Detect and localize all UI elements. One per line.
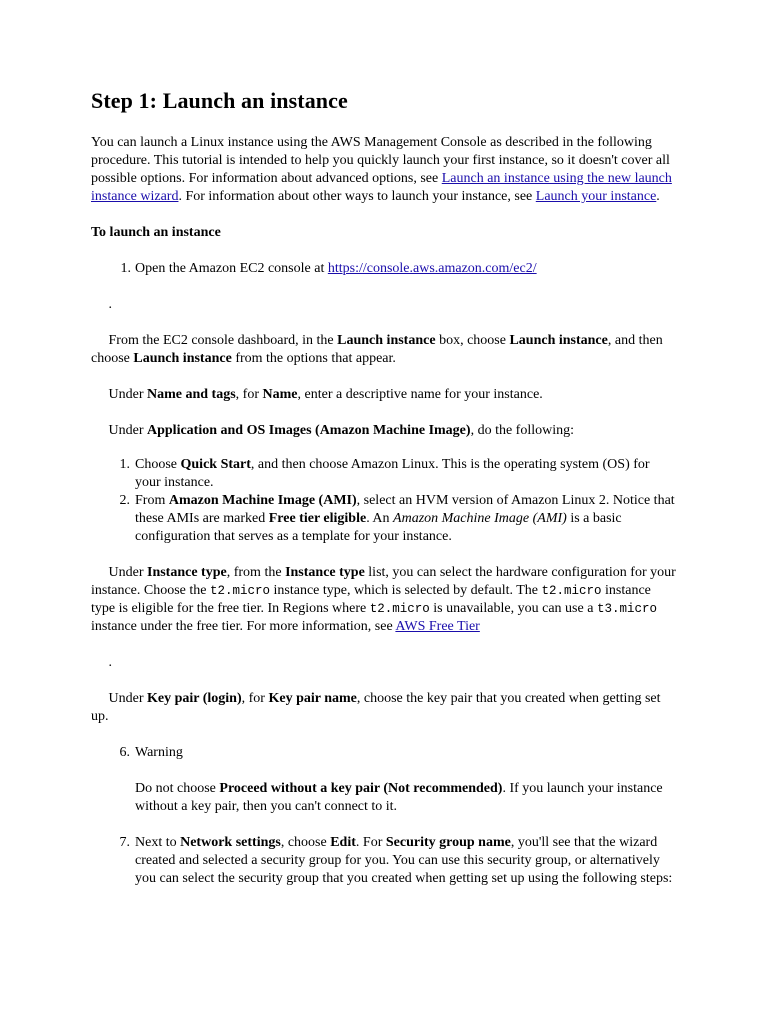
bold-text: Proceed without a key pair (Not recommended) — [219, 781, 503, 796]
bold-text: Free tier eligible — [268, 511, 367, 526]
list-number: 6. — [119, 745, 130, 760]
text: Under — [108, 423, 147, 438]
dot-text: . — [108, 297, 112, 312]
list-item-text — [135, 492, 678, 546]
text: , and then choose Amazon Linux. This is the operating system (OS) for your instance. — [135, 457, 650, 490]
text: Choose — [135, 457, 181, 472]
text: , enter a descriptive name for your instance. — [297, 387, 543, 402]
intro-paragraph — [91, 134, 678, 206]
page-title: Step 1: Launch an instance — [91, 88, 348, 113]
list-item — [91, 492, 678, 546]
procedure-heading — [91, 224, 678, 242]
bold-text: Launch instance — [337, 333, 436, 348]
text: is a basic configuration that serves as a template for your instance. — [135, 511, 622, 544]
text: Next to — [135, 835, 181, 850]
aws-free-tier-link[interactable]: AWS Free Tier — [395, 619, 480, 634]
italic-text: Amazon Machine Image (AMI) — [393, 511, 567, 526]
text: box, choose — [435, 333, 510, 348]
text: is unavailable, you can use a — [429, 601, 597, 616]
text: from the options that appear. — [231, 351, 396, 366]
text: , for — [235, 387, 263, 402]
text: . An — [366, 511, 394, 526]
dot-text: . — [108, 655, 112, 670]
name-tags-paragraph — [91, 386, 678, 404]
step-7 — [91, 834, 678, 888]
key-pair-paragraph — [91, 690, 678, 726]
bold-text: Network settings — [180, 835, 281, 850]
text: list, you can select the hardware configuration for your instance. Choose the — [91, 565, 676, 598]
step-1-text — [135, 260, 537, 278]
launch-wizard-link[interactable]: Launch an instance using the new launch instance wizard — [91, 171, 672, 204]
text: From the EC2 console dashboard, in the — [108, 333, 338, 348]
bold-text: Application and OS Images (Amazon Machine Image) — [147, 423, 471, 438]
bold-text: Quick Start — [180, 457, 251, 472]
bullet-paragraph — [91, 296, 678, 314]
step-6 — [91, 744, 678, 816]
code-text: t2.micro — [209, 584, 270, 598]
bold-text: Launch instance — [133, 351, 232, 366]
text: instance under the free tier. For more information, see — [91, 619, 396, 634]
text: From — [135, 493, 169, 508]
step-6-header — [91, 744, 678, 762]
text: , you'll see that the wizard created and selected a security group for you. You can use this security group, or alternatively you can select the security group that you created when getting set up using the following steps: — [135, 835, 673, 886]
ami-list — [91, 456, 678, 546]
text: , select an HVM version of Amazon Linux 2. Notice that these AMIs are marked — [135, 493, 675, 526]
bold-text: Instance type — [147, 565, 227, 580]
text: , and then choose — [91, 333, 663, 366]
bullet-paragraph — [91, 654, 678, 672]
text: , choose — [280, 835, 331, 850]
code-text: t3.micro — [596, 602, 657, 616]
list-number: 7. — [119, 835, 130, 850]
text: Do not choose — [135, 781, 220, 796]
text: , from the — [226, 565, 286, 580]
procedure-heading-text: To launch an instance — [91, 225, 221, 240]
text: . If you launch your instance without a key pair, then you can't connect to it. — [135, 781, 663, 814]
list-item — [91, 456, 678, 492]
step-1 — [91, 260, 678, 278]
bold-text: Amazon Machine Image (AMI) — [168, 493, 357, 508]
text: . For — [355, 835, 386, 850]
bold-text: Name and tags — [147, 387, 236, 402]
code-text: t2.micro — [369, 602, 430, 616]
step-text: Open the Amazon EC2 console at — [135, 261, 328, 276]
warning-label: Warning — [135, 745, 183, 760]
bold-text: Launch instance — [509, 333, 608, 348]
intro-text: You can launch a Linux instance using the AWS Management Console as described in the following procedure. This tutorial is intended to help you quickly launch your first instance, so it doesn't cover all possible options. For information about advanced options, see — [91, 135, 670, 186]
intro-text: . For information about other ways to launch your instance, see — [178, 189, 536, 204]
warning-text — [91, 780, 680, 816]
text: , choose the key pair that you created when getting set up. — [91, 691, 661, 724]
ami-paragraph — [91, 422, 678, 440]
bold-text: Key pair (login) — [147, 691, 242, 706]
text: Under — [108, 565, 147, 580]
bold-text: Instance type — [285, 565, 365, 580]
text: , do the following: — [470, 423, 574, 438]
step-7-text — [135, 834, 678, 888]
text: instance type is eligible for the free tier. In Regions where — [91, 583, 651, 616]
bold-text: Edit — [330, 835, 356, 850]
instance-type-paragraph — [91, 564, 678, 636]
text: instance type, which is selected by default. The — [270, 583, 542, 598]
text: Under — [108, 387, 147, 402]
text: Under — [108, 691, 147, 706]
text: , for — [241, 691, 269, 706]
list-item-text — [135, 456, 678, 492]
list-number: 1. — [119, 457, 130, 472]
bold-text: Security group name — [385, 835, 511, 850]
bold-text: Name — [262, 387, 298, 402]
code-text: t2.micro — [541, 584, 602, 598]
dashboard-paragraph — [91, 332, 678, 368]
list-number: 1. — [120, 261, 131, 276]
launch-your-instance-link[interactable]: Launch your instance — [535, 189, 657, 204]
bold-text: Key pair name — [268, 691, 357, 706]
ec2-console-link[interactable]: https://console.aws.amazon.com/ec2/ — [327, 261, 537, 276]
intro-text: . — [656, 189, 660, 204]
list-number: 2. — [119, 493, 130, 508]
